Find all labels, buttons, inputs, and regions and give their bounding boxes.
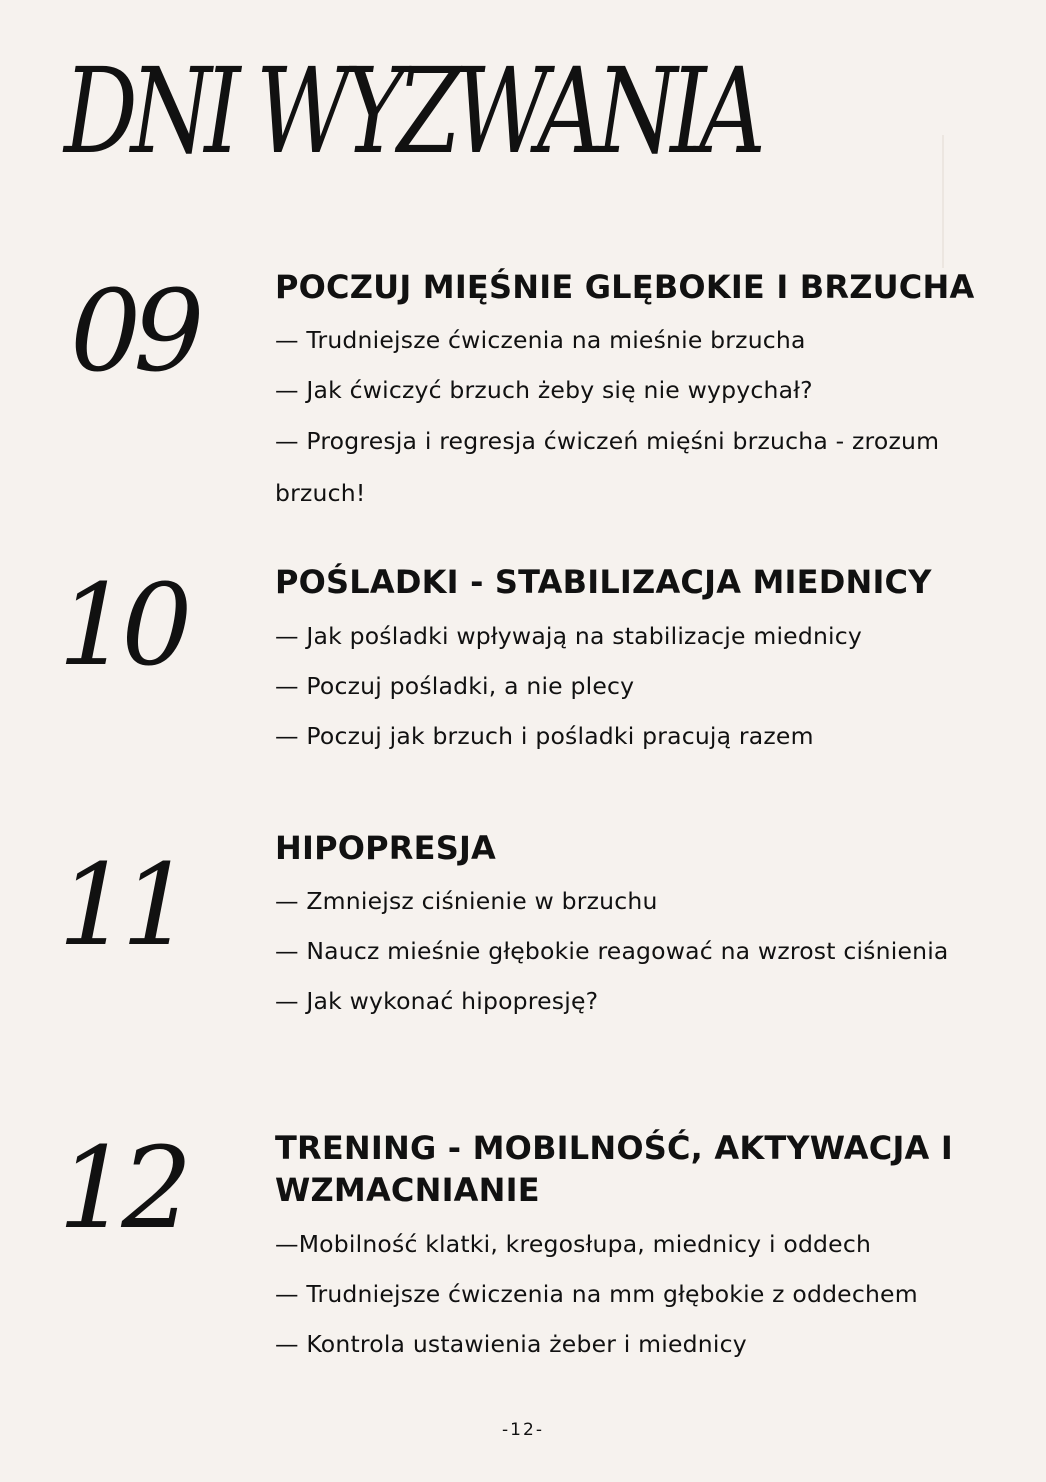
list-item: — Trudniejsze ćwiczenia na mieśnie brzucha: [275, 326, 806, 354]
list-item: — Trudniejsze ćwiczenia na mm głębokie z oddechem: [275, 1280, 918, 1308]
list-item: —Mobilność klatki, kregosłupa, miednicy i oddech: [275, 1230, 872, 1258]
list-item: — Jak pośladki wpływają na stabilizacje miednicy: [275, 622, 863, 650]
day-number: 11: [58, 841, 185, 971]
bullet-list: [275, 876, 975, 1026]
day-number: 10: [58, 561, 185, 691]
list-item: — Poczuj jak brzuch i pośladki pracują razem: [275, 722, 814, 750]
list-item: — Poczuj pośladki, a nie plecy: [275, 672, 635, 700]
section-heading: TRENING - MOBILNOŚĆ, AKTYWACJA I WZMACNIANIE: [275, 1129, 953, 1209]
list-item: — Jak wykonać hipopresję?: [275, 987, 599, 1015]
list-item: — Kontrola ustawienia żeber i miednicy: [275, 1330, 747, 1358]
day-number: 09: [70, 267, 197, 397]
page-number: -12-: [502, 1420, 544, 1440]
bullet-list: [275, 1219, 975, 1369]
bullet-list: [275, 611, 975, 761]
day-number: 12: [58, 1124, 185, 1254]
list-item: — Zmniejsz ciśnienie w brzuchu: [275, 887, 658, 915]
list-item: — Naucz mieśnie głębokie reagować na wzrost ciśnienia: [275, 937, 949, 965]
section-heading: HIPOPRESJA: [275, 829, 497, 867]
section-heading: POCZUJ MIĘŚNIE GLĘBOKIE I BRZUCHA: [275, 268, 975, 306]
bullet-list: [275, 315, 975, 519]
list-item: — Progresja i regresja ćwiczeń mięśni brzucha - zrozum brzuch!: [275, 427, 940, 507]
page-title: DNI WYZWANIA: [64, 42, 759, 180]
decorative-divider: [942, 135, 944, 268]
section-heading: POŚLADKI - STABILIZACJA MIEDNICY: [275, 563, 932, 601]
list-item: — Jak ćwiczyć brzuch żeby się nie wypychał?: [275, 376, 813, 404]
